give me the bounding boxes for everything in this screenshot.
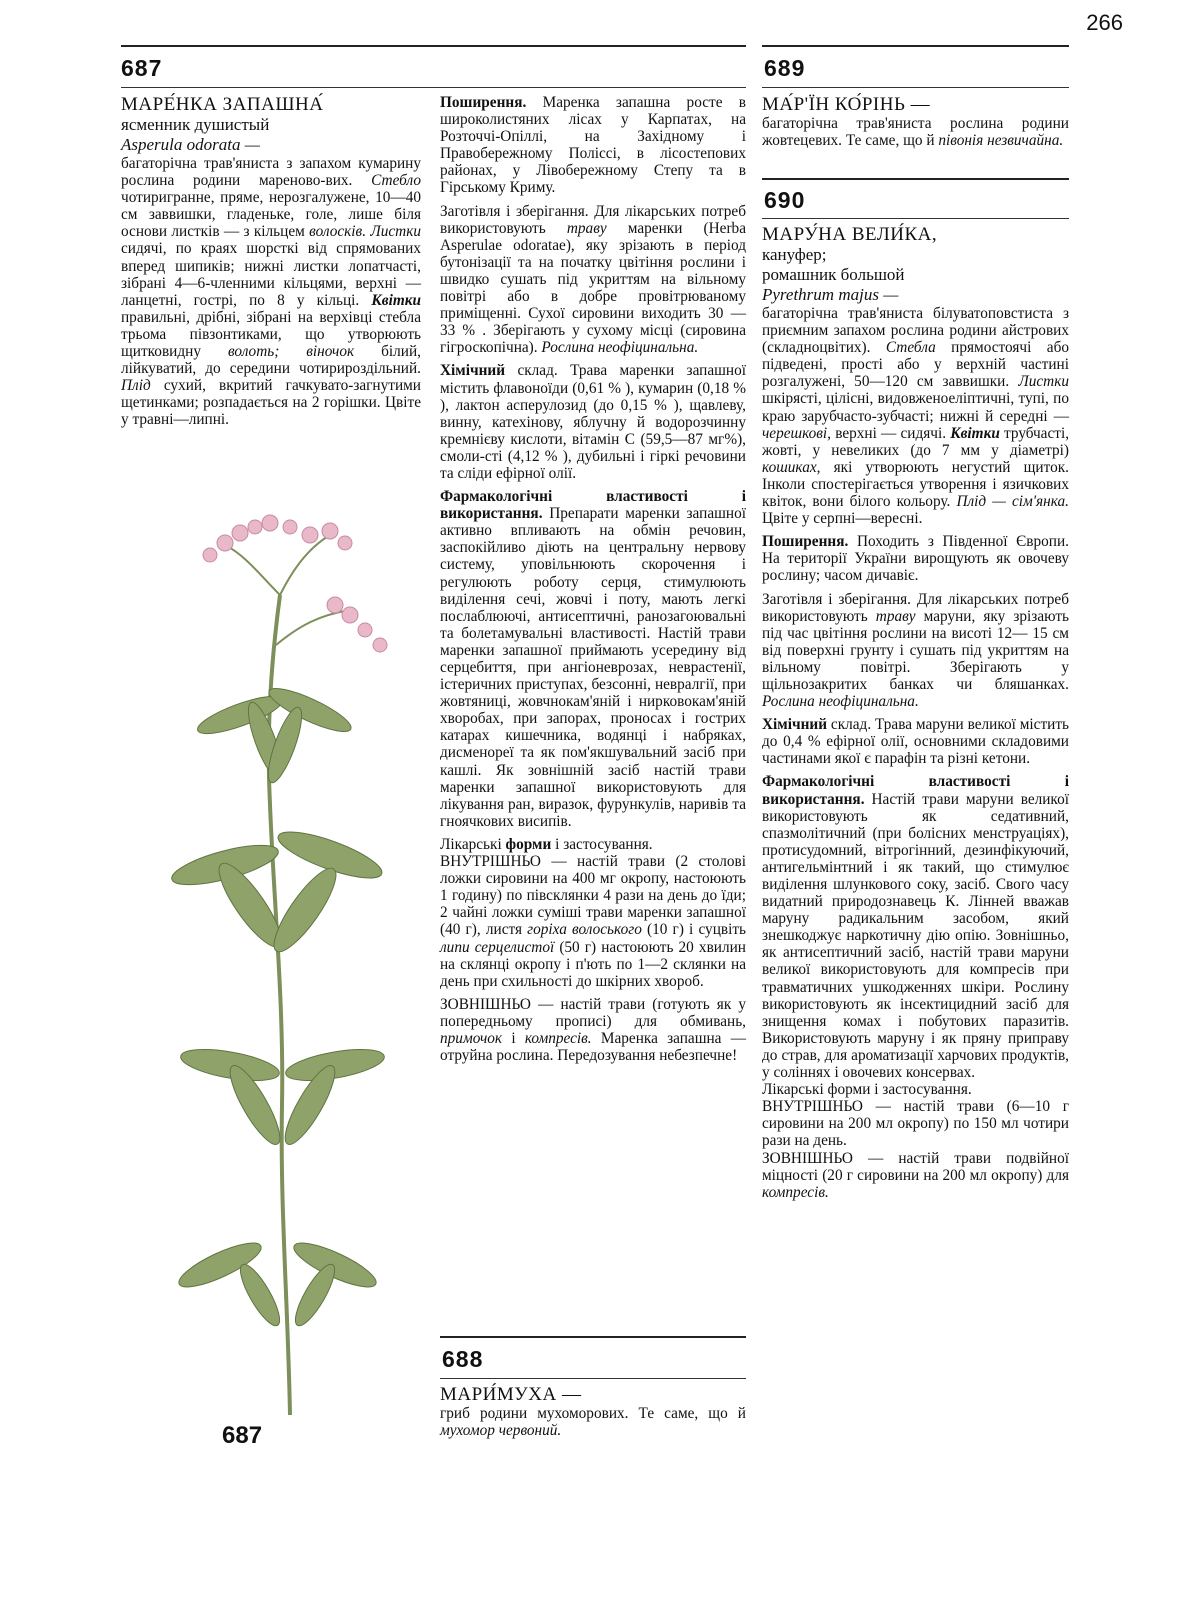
herb-term: траву bbox=[875, 607, 916, 625]
desc-text: чотиригранне, пряме, нерозгалужене, 10—40 см заввишки, гладеньке, голе, лише біля основи листків — з кільцем bbox=[121, 189, 421, 241]
desc-text: шкірясті, цілісні, видовженоеліптичні, тупі, по краю зарубчасто-зубчасті; нижні й середні — bbox=[762, 390, 1069, 425]
entry-687-column-1 bbox=[121, 94, 421, 429]
baskets-term: кошиках, bbox=[762, 458, 821, 476]
chem-text: склад. Трава маруни великої містить до 0,4 % ефірної олії, основними складовими частинами якої є парафін та різні кетони. bbox=[762, 716, 1069, 768]
linden-term: липи серцелистої bbox=[440, 938, 555, 956]
entry-687-forms bbox=[440, 836, 746, 853]
chem-label: Хімічний bbox=[762, 716, 828, 734]
entry-690-harvest bbox=[762, 591, 1069, 711]
compresses-term: компресів. bbox=[524, 1029, 592, 1047]
harvest-label: Заготівля і зберігання. bbox=[440, 202, 589, 220]
page-number: 266 bbox=[1086, 10, 1123, 35]
entry-688-ref: мухомор червоний. bbox=[440, 1422, 562, 1440]
entry-690-russian: ромашник большой bbox=[762, 265, 905, 284]
desc-text: багаторічна трав'яниста з запахом кумарину рослина родини мареново-вих. bbox=[121, 155, 421, 190]
pharm-label: Фармакологічні властивості і використання. bbox=[440, 488, 746, 523]
spread-label: Поширення. bbox=[762, 533, 849, 551]
desc-text: багаторічна трав'яниста білуватоповстиста з приємним запахом рослина родини айстрових (складноцвітих). bbox=[762, 305, 1069, 357]
harvest-text: Для лікарських потреб використовують bbox=[762, 590, 1069, 625]
forms-bold: форми bbox=[505, 835, 552, 853]
nonofficial-note: Рослина неофіцинальна. bbox=[541, 339, 699, 357]
flowers-label: Квітки bbox=[950, 424, 1000, 442]
entry-690-external-use bbox=[762, 1150, 1069, 1201]
rule-top-right bbox=[762, 45, 1069, 47]
internal-text: (50 г) настоюють 20 хвилин на склянці окропу і п'ють по 1—2 склянки на день при схильності до шкірних хвороб. bbox=[440, 938, 746, 990]
desc-text: трубчасті, жовті, у невеликих (до 7 мм у діаметрі) bbox=[762, 424, 1070, 459]
entry-690-latin: Pyrethrum majus — bbox=[762, 285, 899, 304]
desc-text: верхні — сидячі. bbox=[835, 424, 947, 442]
spread-text: Походить з Південної Європи. На території України вирощують як овочеву рослину; часом дичавіє. bbox=[762, 533, 1069, 585]
leaves-label: Листки bbox=[1018, 373, 1069, 391]
rule-top-left bbox=[121, 45, 746, 47]
panicle-term: волоть; віночок bbox=[227, 343, 355, 361]
external-text: і bbox=[511, 1029, 516, 1047]
fruit-label: Плід — сім'янка. bbox=[956, 493, 1070, 511]
hazel-term: горіха волоського bbox=[527, 921, 642, 939]
forms-text: і застосування. bbox=[555, 835, 653, 853]
entry-689-text: багаторічна трав'яниста рослина родини жовтецевих. Те саме, що й bbox=[762, 115, 1069, 150]
compresses-term: компресів. bbox=[762, 1183, 829, 1201]
entry-688 bbox=[440, 1384, 746, 1439]
entry-690-chemistry bbox=[762, 716, 1069, 767]
pharm-text: Настій трави маруни великої використовують як седативний, спазмолітичний (при болісних менструаціях), протисудомний, вітрогінний, дезинфікуючий, антигельмінтний і як такий, що стимулює виділення шлункового соку, засіб. Свого часу видатний природознавець К. Лінней вважав маруну радикальним засобом, який знешкоджує наркотичну дію опію. Зовнішньо, як антисептичний засіб, настій трави маруни великої використовують для компресів при травматичних ушкодженнях шкіри. Рослину використовують як інсектицидний засіб для знищення комах і побутових паразитів. Використовують маруну і як пряну приправу до страв, для ароматизації харчових продуктів, у соліннях і овочевих консервах. bbox=[762, 790, 1069, 1082]
rule-688-bottom bbox=[440, 1378, 746, 1379]
desc-text: правильні, дрібні, зібрані на верхівці стебла трьома півзонтиками, що утворюють щитковидну bbox=[121, 308, 421, 361]
harvest-label: Заготівля і зберігання. bbox=[762, 590, 911, 608]
entry-number-690: 690 bbox=[764, 187, 806, 213]
entry-687-pharmacology bbox=[440, 488, 746, 830]
rule-687-bottom bbox=[121, 87, 746, 88]
entry-687-external-use bbox=[440, 996, 746, 1064]
entry-number-689: 689 bbox=[764, 55, 806, 81]
desc-text: Цвіте у серпні—вересні. bbox=[762, 510, 923, 528]
pharm-label: Фармакологічні властивості і використання. bbox=[762, 773, 1069, 808]
leaf-whorls bbox=[170, 681, 386, 1330]
entry-687-latin: Asperula odorata — bbox=[121, 135, 260, 154]
entry-690-alt-name: кануфер; bbox=[762, 245, 827, 264]
entry-687-chemistry bbox=[440, 362, 746, 482]
forms-text: Лікарські bbox=[440, 835, 502, 853]
hairs-term: волосків. bbox=[309, 223, 367, 241]
desc-text: сидячі, по краях шорсткі від спрямованих вперед шипиків; нижні листки лопатчасті, зібрані 4—6-членними кільцями, верхні — ланцетні, гострі, по 8 у кільці. bbox=[121, 240, 421, 309]
rule-688-top bbox=[440, 1336, 746, 1338]
herb-term: траву bbox=[566, 219, 607, 237]
external-text: Маренка запашна — отруйна рослина. Передозування небезпечне! bbox=[440, 1029, 747, 1065]
rule-690-top bbox=[762, 178, 1069, 180]
entry-687-spread bbox=[440, 94, 746, 197]
entry-690-spread bbox=[762, 533, 1069, 584]
pharm-text: Препарати маренки запашної активно впливають на обмін речовин, заспокійливо діють на центральну нервову систему, уповільнюють скорочення і регулюють роботу серця, стимулюють виділення сечі, жовчі і поту, мають легкі послаблюючі, антисептичні, ранозагоювальні та болетамувальні властивості. Настій трави маренки запашної приймають усередину від серцебиття, при ангіоневрозах, неврастенії, істеричних приступах, безсонні, невралгії, при жовтяниці, жовчнокам'яній і нирковокам'яній хворобах, при запорах, проносах і гострих катарах кишечника, водянці і набряках, дисменореї та як пом'якшувальний засіб при кашлі. Як зовнішній засіб настій трави маренки запашної використовують для лікування ран, виразок, фурункулів, наривів та гноячкових висипів. bbox=[440, 505, 746, 830]
entry-687-internal-use bbox=[440, 853, 746, 990]
external-text: ЗОВНІШНЬО — настій трави (готують як у попередньому прописі) для обмивань, bbox=[440, 995, 746, 1030]
entry-690-forms: Лікарські форми і застосування. bbox=[762, 1081, 972, 1099]
entry-688-headword: МАРИ́МУХА — bbox=[440, 1384, 582, 1405]
entry-690 bbox=[762, 224, 1069, 1201]
entry-687-headword: МАРЕ́НКА ЗАПАШНА́ bbox=[121, 94, 324, 115]
rule-689-bottom bbox=[762, 87, 1069, 88]
desc-text: білий, лійкуватий, до середини чотирироздільний. bbox=[121, 343, 421, 378]
chem-text: склад. Трава маренки запашної містить флавоноїди (0,61 % ), кумарин (0,18 % ), лактон асперулозид (до 0,15 % ), щавлеву, винну, катехінову, яблучну й водорозчинну кремнієву кислоти, вітамін С (59,5—87 мг%), смоли-сті (4,12 % ), дубильні і гіркі речовини та сліди ефірної олії. bbox=[440, 362, 746, 482]
entry-687-description bbox=[121, 155, 421, 429]
external-text: ЗОВНІШНЬО — настій трави подвійної міцності (20 г сировини на 200 мл окропу) для bbox=[762, 1149, 1069, 1184]
entry-690-internal-use: ВНУТРІШНЬО — настій трави (6—10 г сировини на 200 мл окропу) по 150 мл чотири рази на день. bbox=[762, 1098, 1069, 1150]
entry-690-description bbox=[762, 305, 1069, 527]
petiolate-term: черешкові, bbox=[762, 424, 832, 442]
desc-text: сухий, вкритий гачкувато-загнутими щетинками; розпадається на 2 горішки. Цвіте у травні—липні. bbox=[121, 377, 421, 429]
entry-number-687: 687 bbox=[121, 55, 163, 81]
entry-688-text: гриб родини мухоморових. Те саме, що й bbox=[440, 1405, 746, 1422]
entry-number-688: 688 bbox=[442, 1346, 484, 1372]
entry-689-ref: півонія незвичайна. bbox=[938, 132, 1064, 150]
entry-690-headword: МАРУ́НА ВЕЛИ́КА, bbox=[762, 224, 938, 245]
spread-text: Маренка запашна росте в широколистяних лісах у Карпатах, на Розточчі-Опіллі, на Західному і Правобережному Поліссі, в лісостепових районах, у Лівобережному Степу та в Гірському Криму. bbox=[440, 94, 746, 197]
stem-label: Стебло bbox=[371, 172, 421, 190]
stems-label: Стебла bbox=[885, 339, 936, 357]
desc-text: прямостоячі або підведені, прості або у верхній частині розгалужені, 50—120 см заввишки. bbox=[762, 339, 1069, 391]
internal-text: ВНУТРІШНЬО — настій трави (2 столові ложки сировини на 400 мг окропу, настоюють 1 годину) по півсклянки 4 рази на день до їди; 2 чайні ложки суміші трави маренки запашної (40 г), листя bbox=[440, 853, 746, 939]
spread-label: Поширення. bbox=[440, 94, 527, 111]
lotions-term: примочок bbox=[440, 1029, 503, 1047]
asperula-plant-illustration bbox=[170, 505, 430, 1435]
plate-label-687: 687 bbox=[222, 1422, 263, 1449]
flowers-label: Квітки bbox=[371, 291, 421, 309]
nonofficial-note: Рослина неофіцинальна. bbox=[762, 693, 919, 711]
internal-text: (10 г) і суцвіть bbox=[647, 921, 747, 939]
harvest-text: маренки (Herba Asperulae odoratae), яку зрізають в період бутонізації та на початку цвітіння рослини і швидко сушать під укриттям на вільному повітрі або в добре провітрюваному приміщенні. Сухої сировини виходить 30 — 33 % . Зберігають у сухому місці (сировина гігроскопічна). bbox=[440, 219, 746, 357]
desc-text: які утворюють негустий щиток. Інколи спостерігається утворення і язичкових квіток, вони білого кольору. bbox=[762, 458, 1070, 511]
entry-687-russian: ясменник душистый bbox=[121, 115, 270, 134]
fruit-label: Плід bbox=[121, 377, 151, 395]
leaves-label: Листки bbox=[370, 223, 422, 241]
rule-690-bottom bbox=[762, 218, 1069, 219]
entry-687-harvest bbox=[440, 203, 746, 357]
chem-label: Хімічний bbox=[440, 362, 506, 380]
entry-689-headword: МА́Р'ЇН КО́РІНЬ — bbox=[762, 94, 931, 115]
entry-690-pharmacology bbox=[762, 773, 1069, 1081]
entry-689 bbox=[762, 94, 1069, 149]
harvest-text: маруни, яку зрізають під час цвітіння рослини на висоті 12— 15 см від поверхні грунту і сушать під укриттям на вільному повітрі. Зберігають у щільнозакритих банках чи бляшанках. bbox=[762, 607, 1070, 693]
harvest-text: Для лікарських потреб використовують bbox=[440, 202, 746, 237]
entry-687-column-2 bbox=[440, 94, 746, 1070]
